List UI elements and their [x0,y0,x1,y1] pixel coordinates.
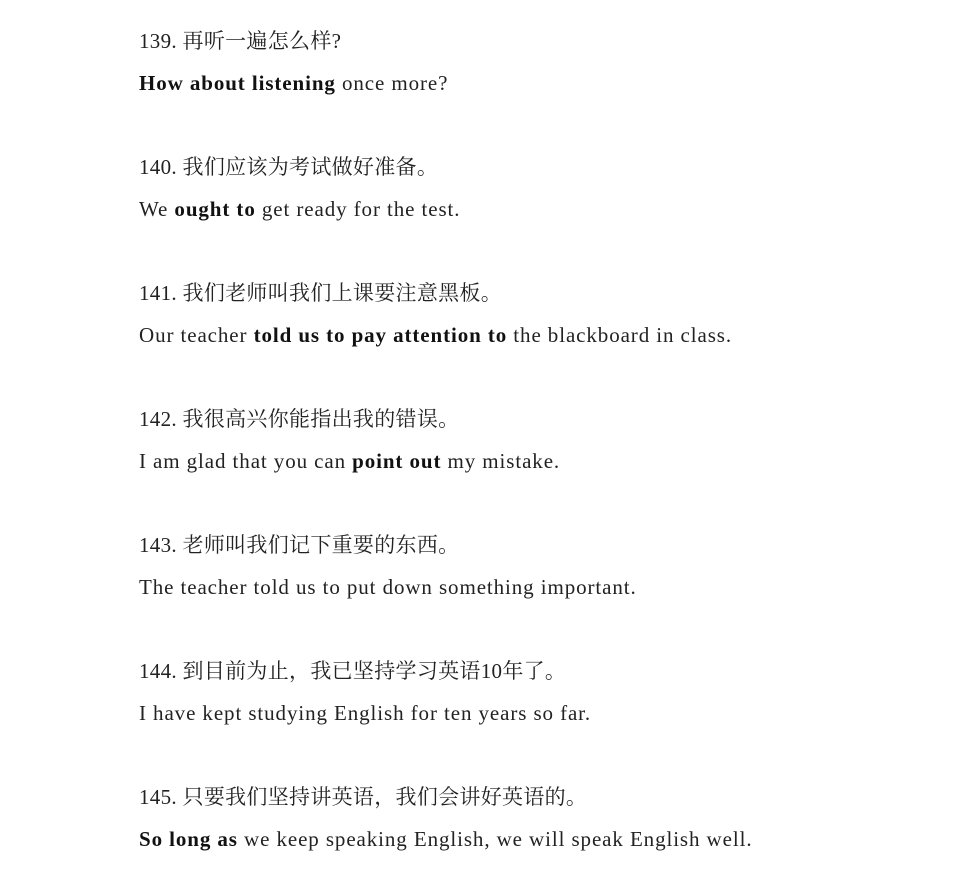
chinese-sentence: 我很高兴你能指出我的错误。 [182,407,460,431]
chinese-sentence-line [139,532,959,558]
translation-text: I have kept studying English for ten years so far. [139,701,592,725]
chinese-sentence-line [139,658,959,684]
english-translation [139,826,959,852]
english-translation [139,700,959,726]
chinese-sentence: 再听一遍怎么样? [182,29,342,53]
key-phrase: point out [352,449,442,473]
english-translation [139,70,959,96]
translation-text: the blackboard in class. [507,323,733,347]
chinese-sentence: 老师叫我们记下重要的东西。 [182,533,460,557]
sentence-entry [139,28,959,96]
chinese-sentence-line [139,280,959,306]
sentence-entry [139,658,959,726]
key-phrase: So long as [139,827,238,851]
sentence-entry [139,406,959,474]
chinese-sentence: 只要我们坚持讲英语，我们会讲好英语的。 [182,785,588,809]
translation-text: my mistake. [441,449,561,473]
chinese-sentence: 到目前为止，我已坚持学习英语10年了。 [182,659,567,683]
entry-number: 143. [139,533,177,557]
chinese-sentence: 我们老师叫我们上课要注意黑板。 [182,281,503,305]
key-phrase: How about listening [139,71,336,95]
sentence-entry [139,784,959,852]
chinese-sentence-line [139,28,959,54]
translation-text: we keep speaking English, we will speak English well. [237,827,753,851]
english-translation [139,196,959,222]
entry-number: 139. [139,29,177,53]
entry-number: 140. [139,155,177,179]
translation-text: get ready for the test. [255,197,461,221]
key-phrase: ought to [174,197,256,221]
sentence-entry [139,532,959,600]
sentence-entry [139,280,959,348]
chinese-sentence-line [139,784,959,810]
entry-number: 141. [139,281,177,305]
translation-text: The teacher told us to put down something important. [139,575,637,599]
translation-text: Our teacher [139,323,254,347]
english-translation [139,448,959,474]
chinese-sentence-line [139,154,959,180]
entry-number: 142. [139,407,177,431]
entry-number: 144. [139,659,177,683]
english-translation [139,574,959,600]
chinese-sentence: 我们应该为考试做好准备。 [182,155,439,179]
translation-text: I am glad that you can [139,449,353,473]
chinese-sentence-line [139,406,959,432]
translation-text: We [139,197,175,221]
entry-number: 145. [139,785,177,809]
key-phrase: told us to pay attention to [253,323,508,347]
sentence-entry [139,154,959,222]
english-translation [139,322,959,348]
translation-text: once more? [335,71,449,95]
